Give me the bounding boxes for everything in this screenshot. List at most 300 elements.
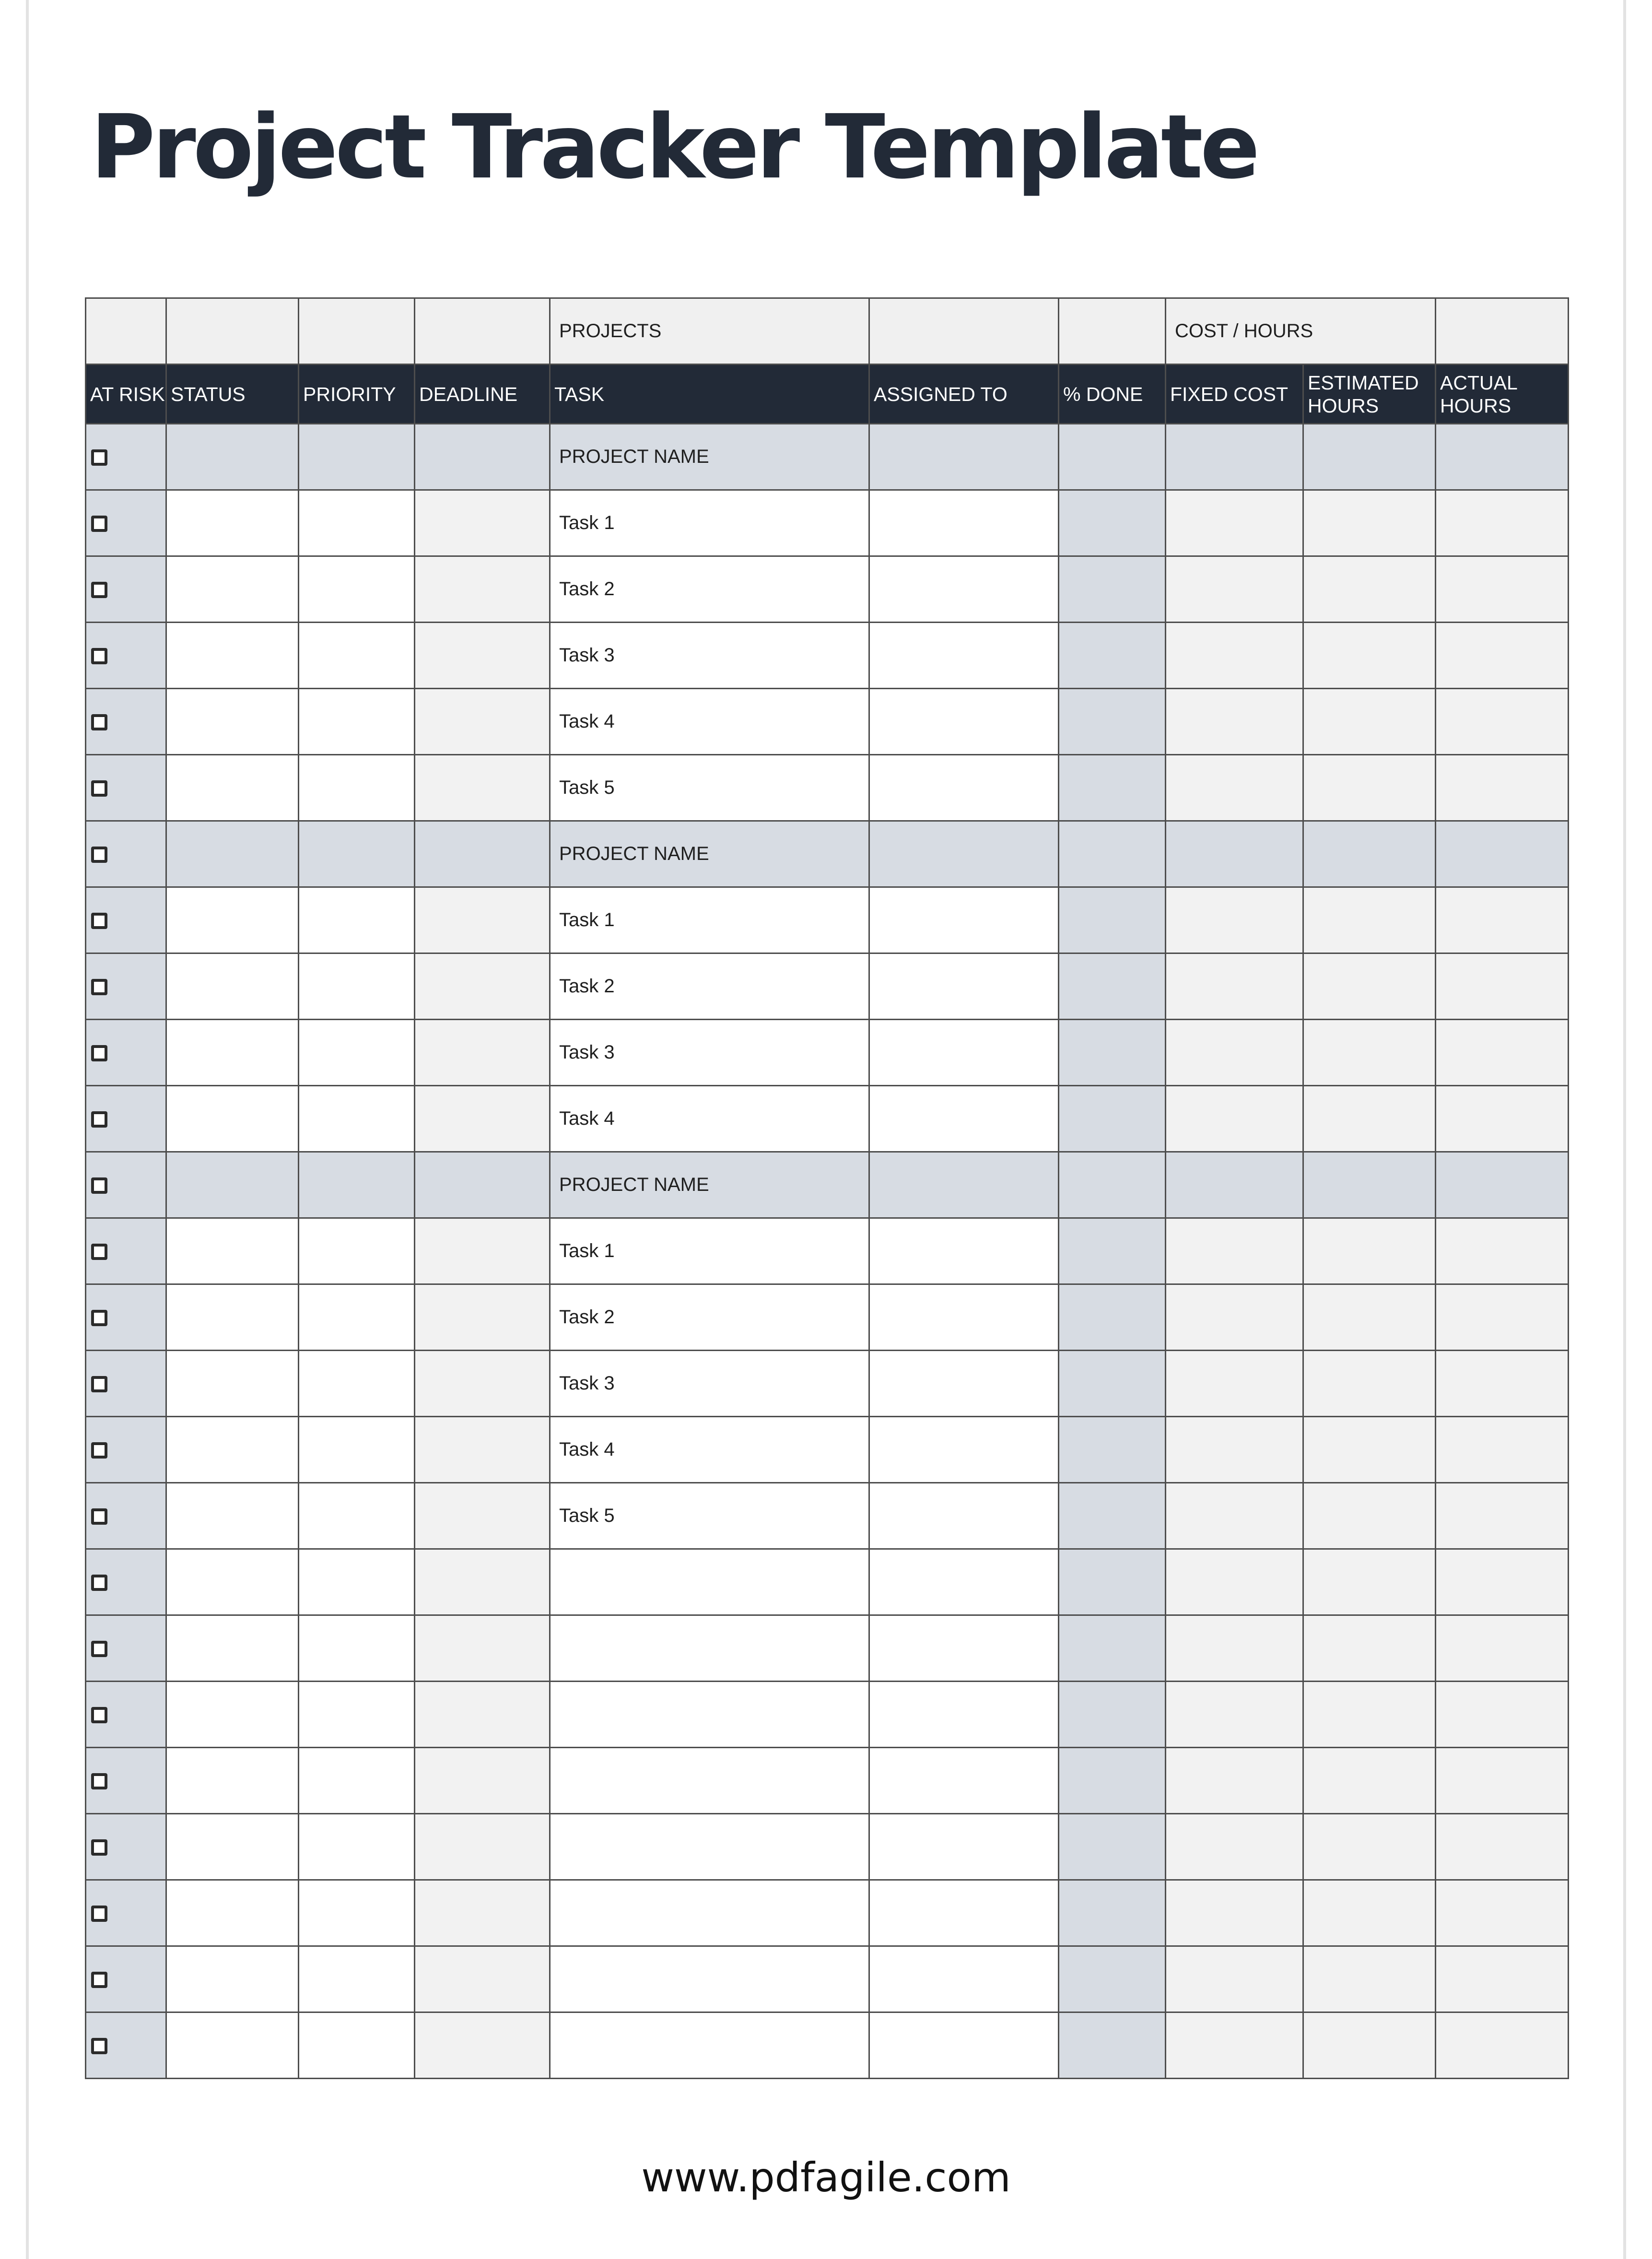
at-risk-cell: [86, 1549, 166, 1615]
at-risk-checkbox[interactable]: [91, 913, 107, 929]
status-cell[interactable]: [166, 755, 299, 821]
assigned-to-cell[interactable]: [869, 1483, 1059, 1549]
at-risk-cell: [86, 1351, 166, 1417]
priority-cell[interactable]: [299, 424, 415, 490]
status-cell[interactable]: [166, 1946, 299, 2012]
fixed-cost-cell[interactable]: [1166, 1152, 1303, 1218]
priority-cell[interactable]: [299, 689, 415, 755]
task-cell[interactable]: Task 2: [550, 556, 869, 623]
task-cell[interactable]: Task 1: [550, 490, 869, 556]
task-row: [86, 1284, 1569, 1351]
assigned-to-cell[interactable]: [869, 1086, 1059, 1152]
deadline-cell[interactable]: [415, 1814, 550, 1880]
actual-hours-cell[interactable]: [1436, 1615, 1569, 1682]
fixed-cost-cell[interactable]: [1166, 1351, 1303, 1417]
fixed-cost-cell[interactable]: [1166, 1218, 1303, 1284]
task-row: [86, 1417, 1569, 1483]
percent-done-cell[interactable]: [1059, 1417, 1166, 1483]
priority-cell[interactable]: [299, 1483, 415, 1549]
task-cell[interactable]: Task 3: [550, 623, 869, 689]
group-cell: [1059, 298, 1166, 365]
actual-hours-cell[interactable]: [1436, 887, 1569, 953]
actual-hours-cell[interactable]: [1436, 953, 1569, 1020]
task-cell[interactable]: Task 2: [550, 1284, 869, 1351]
task-cell[interactable]: Task 3: [550, 1351, 869, 1417]
task-cell[interactable]: PROJECT NAME: [550, 1152, 869, 1218]
at-risk-checkbox[interactable]: [91, 780, 107, 797]
task-row: [86, 1351, 1569, 1417]
priority-cell[interactable]: [299, 2012, 415, 2079]
status-cell[interactable]: [166, 1682, 299, 1748]
priority-cell[interactable]: [299, 1880, 415, 1946]
actual-hours-cell[interactable]: [1436, 556, 1569, 623]
at-risk-checkbox[interactable]: [91, 648, 107, 664]
estimated-hours-cell[interactable]: [1303, 1417, 1436, 1483]
actual-hours-cell[interactable]: [1436, 1417, 1569, 1483]
assigned-to-cell[interactable]: [869, 1218, 1059, 1284]
estimated-hours-cell[interactable]: [1303, 1946, 1436, 2012]
fixed-cost-cell[interactable]: [1166, 623, 1303, 689]
estimated-hours-cell[interactable]: [1303, 1682, 1436, 1748]
actual-hours-cell[interactable]: [1436, 1020, 1569, 1086]
percent-done-cell[interactable]: [1059, 1682, 1166, 1748]
priority-cell[interactable]: [299, 490, 415, 556]
actual-hours-cell[interactable]: [1436, 424, 1569, 490]
actual-hours-cell[interactable]: [1436, 755, 1569, 821]
task-cell[interactable]: PROJECT NAME: [550, 424, 869, 490]
deadline-cell[interactable]: [415, 689, 550, 755]
priority-cell[interactable]: [299, 1748, 415, 1814]
deadline-cell[interactable]: [415, 1682, 550, 1748]
task-row: [86, 1880, 1569, 1946]
deadline-cell[interactable]: [415, 490, 550, 556]
task-row: [86, 1218, 1569, 1284]
header-task: TASK: [550, 365, 869, 424]
task-cell[interactable]: [550, 1549, 869, 1615]
estimated-hours-cell[interactable]: [1303, 1748, 1436, 1814]
status-cell[interactable]: [166, 1351, 299, 1417]
header-percent-done: % DONE: [1059, 365, 1166, 424]
at-risk-checkbox[interactable]: [91, 714, 107, 730]
header-deadline: DEADLINE: [415, 365, 550, 424]
actual-hours-cell[interactable]: [1436, 2012, 1569, 2079]
task-cell[interactable]: Task 2: [550, 953, 869, 1020]
actual-hours-cell[interactable]: [1436, 689, 1569, 755]
task-cell[interactable]: Task 4: [550, 1086, 869, 1152]
deadline-cell[interactable]: [415, 821, 550, 887]
actual-hours-cell[interactable]: [1436, 1483, 1569, 1549]
task-cell[interactable]: Task 4: [550, 1417, 869, 1483]
status-cell[interactable]: [166, 1549, 299, 1615]
status-cell[interactable]: [166, 689, 299, 755]
fixed-cost-cell[interactable]: [1166, 1682, 1303, 1748]
task-cell[interactable]: Task 1: [550, 1218, 869, 1284]
priority-cell[interactable]: [299, 1615, 415, 1682]
assigned-to-cell[interactable]: [869, 2012, 1059, 2079]
status-cell[interactable]: [166, 2012, 299, 2079]
actual-hours-cell[interactable]: [1436, 1748, 1569, 1814]
fixed-cost-cell[interactable]: [1166, 689, 1303, 755]
status-cell[interactable]: [166, 1615, 299, 1682]
deadline-cell[interactable]: [415, 1946, 550, 2012]
estimated-hours-cell[interactable]: [1303, 1086, 1436, 1152]
actual-hours-cell[interactable]: [1436, 1284, 1569, 1351]
estimated-hours-cell[interactable]: [1303, 821, 1436, 887]
estimated-hours-cell[interactable]: [1303, 689, 1436, 755]
deadline-cell[interactable]: [415, 1748, 550, 1814]
at-risk-checkbox[interactable]: [91, 1906, 107, 1922]
fixed-cost-cell[interactable]: [1166, 953, 1303, 1020]
percent-done-cell[interactable]: [1059, 1218, 1166, 1284]
fixed-cost-cell[interactable]: [1166, 887, 1303, 953]
percent-done-cell[interactable]: [1059, 1946, 1166, 2012]
deadline-cell[interactable]: [415, 623, 550, 689]
assigned-to-cell[interactable]: [869, 1814, 1059, 1880]
percent-done-cell[interactable]: [1059, 953, 1166, 1020]
at-risk-cell: [86, 623, 166, 689]
assigned-to-cell[interactable]: [869, 1284, 1059, 1351]
page-edge-left: [26, 0, 29, 2259]
priority-cell[interactable]: [299, 556, 415, 623]
estimated-hours-cell[interactable]: [1303, 1351, 1436, 1417]
task-row: [86, 689, 1569, 755]
at-risk-checkbox[interactable]: [91, 1045, 107, 1061]
assigned-to-cell[interactable]: [869, 1748, 1059, 1814]
actual-hours-cell[interactable]: [1436, 490, 1569, 556]
fixed-cost-cell[interactable]: [1166, 1417, 1303, 1483]
assigned-to-cell[interactable]: [869, 821, 1059, 887]
status-cell[interactable]: [166, 1020, 299, 1086]
percent-done-cell[interactable]: [1059, 1549, 1166, 1615]
fixed-cost-cell[interactable]: [1166, 1615, 1303, 1682]
priority-cell[interactable]: [299, 623, 415, 689]
actual-hours-cell[interactable]: [1436, 1218, 1569, 1284]
priority-cell[interactable]: [299, 1152, 415, 1218]
estimated-hours-cell[interactable]: [1303, 1549, 1436, 1615]
task-row: [86, 1814, 1569, 1880]
status-cell[interactable]: [166, 1417, 299, 1483]
at-risk-checkbox[interactable]: [91, 1310, 107, 1326]
assigned-to-cell[interactable]: [869, 1615, 1059, 1682]
task-row: [86, 1748, 1569, 1814]
header-estimated-hours: ESTIMATED HOURS: [1303, 365, 1436, 424]
group-cell: [86, 298, 166, 365]
at-risk-checkbox[interactable]: [91, 1244, 107, 1260]
assigned-to-cell[interactable]: [869, 755, 1059, 821]
priority-cell[interactable]: [299, 1814, 415, 1880]
estimated-hours-cell[interactable]: [1303, 953, 1436, 1020]
deadline-cell[interactable]: [415, 1549, 550, 1615]
status-cell[interactable]: [166, 1086, 299, 1152]
percent-done-cell[interactable]: [1059, 1615, 1166, 1682]
percent-done-cell[interactable]: [1059, 1483, 1166, 1549]
header-fixed-cost: FIXED COST: [1166, 365, 1303, 424]
project-row: [86, 424, 1569, 490]
task-cell[interactable]: [550, 1880, 869, 1946]
task-cell[interactable]: [550, 1748, 869, 1814]
estimated-hours-cell[interactable]: [1303, 1152, 1436, 1218]
status-cell[interactable]: [166, 953, 299, 1020]
deadline-cell[interactable]: [415, 424, 550, 490]
fixed-cost-cell[interactable]: [1166, 490, 1303, 556]
percent-done-cell[interactable]: [1059, 490, 1166, 556]
percent-done-cell[interactable]: [1059, 1020, 1166, 1086]
at-risk-checkbox[interactable]: [91, 1376, 107, 1392]
task-cell[interactable]: [550, 1946, 869, 2012]
estimated-hours-cell[interactable]: [1303, 2012, 1436, 2079]
task-row: [86, 556, 1569, 623]
status-cell[interactable]: [166, 821, 299, 887]
estimated-hours-cell[interactable]: [1303, 1615, 1436, 1682]
at-risk-checkbox[interactable]: [91, 1641, 107, 1657]
status-cell[interactable]: [166, 1814, 299, 1880]
assigned-to-cell[interactable]: [869, 1152, 1059, 1218]
percent-done-cell[interactable]: [1059, 424, 1166, 490]
assigned-to-cell[interactable]: [869, 623, 1059, 689]
task-cell[interactable]: Task 3: [550, 1020, 869, 1086]
at-risk-cell: [86, 1218, 166, 1284]
deadline-cell[interactable]: [415, 1086, 550, 1152]
task-row: [86, 1549, 1569, 1615]
at-risk-checkbox[interactable]: [91, 1773, 107, 1789]
deadline-cell[interactable]: [415, 556, 550, 623]
assigned-to-cell[interactable]: [869, 1351, 1059, 1417]
fixed-cost-cell[interactable]: [1166, 1483, 1303, 1549]
at-risk-checkbox[interactable]: [91, 1839, 107, 1856]
status-cell[interactable]: [166, 424, 299, 490]
deadline-cell[interactable]: [415, 953, 550, 1020]
at-risk-checkbox[interactable]: [91, 1508, 107, 1525]
estimated-hours-cell[interactable]: [1303, 1218, 1436, 1284]
actual-hours-cell[interactable]: [1436, 1351, 1569, 1417]
percent-done-cell[interactable]: [1059, 623, 1166, 689]
status-cell[interactable]: [166, 556, 299, 623]
task-cell[interactable]: [550, 1615, 869, 1682]
at-risk-checkbox[interactable]: [91, 1111, 107, 1128]
status-cell[interactable]: [166, 1284, 299, 1351]
actual-hours-cell[interactable]: [1436, 1152, 1569, 1218]
fixed-cost-cell[interactable]: [1166, 424, 1303, 490]
fixed-cost-cell[interactable]: [1166, 1814, 1303, 1880]
priority-cell[interactable]: [299, 953, 415, 1020]
actual-hours-cell[interactable]: [1436, 1814, 1569, 1880]
at-risk-cell: [86, 755, 166, 821]
at-risk-cell: [86, 1020, 166, 1086]
percent-done-cell[interactable]: [1059, 1284, 1166, 1351]
priority-cell[interactable]: [299, 755, 415, 821]
at-risk-checkbox[interactable]: [91, 847, 107, 863]
task-row: [86, 1020, 1569, 1086]
task-row: [86, 1615, 1569, 1682]
at-risk-cell: [86, 1946, 166, 2012]
deadline-cell[interactable]: [415, 1880, 550, 1946]
estimated-hours-cell[interactable]: [1303, 556, 1436, 623]
assigned-to-cell[interactable]: [869, 1682, 1059, 1748]
status-cell[interactable]: [166, 1748, 299, 1814]
at-risk-cell: [86, 1748, 166, 1814]
estimated-hours-cell[interactable]: [1303, 1284, 1436, 1351]
at-risk-checkbox[interactable]: [91, 2038, 107, 2054]
fixed-cost-cell[interactable]: [1166, 1549, 1303, 1615]
priority-cell[interactable]: [299, 1946, 415, 2012]
assigned-to-cell[interactable]: [869, 953, 1059, 1020]
deadline-cell[interactable]: [415, 1020, 550, 1086]
group-cell: [869, 298, 1059, 365]
assigned-to-cell[interactable]: [869, 424, 1059, 490]
status-cell[interactable]: [166, 1152, 299, 1218]
at-risk-checkbox[interactable]: [91, 1575, 107, 1591]
priority-cell[interactable]: [299, 1351, 415, 1417]
deadline-cell[interactable]: [415, 755, 550, 821]
at-risk-checkbox[interactable]: [91, 449, 107, 466]
percent-done-cell[interactable]: [1059, 1814, 1166, 1880]
actual-hours-cell[interactable]: [1436, 1549, 1569, 1615]
assigned-to-cell[interactable]: [869, 1946, 1059, 2012]
percent-done-cell[interactable]: [1059, 1748, 1166, 1814]
status-cell[interactable]: [166, 490, 299, 556]
at-risk-checkbox[interactable]: [91, 1707, 107, 1723]
at-risk-checkbox[interactable]: [91, 1972, 107, 1988]
priority-cell[interactable]: [299, 887, 415, 953]
column-header-row: [86, 365, 1569, 424]
task-row: [86, 490, 1569, 556]
assigned-to-cell[interactable]: [869, 556, 1059, 623]
task-cell[interactable]: Task 5: [550, 1483, 869, 1549]
at-risk-cell: [86, 2012, 166, 2079]
priority-cell[interactable]: [299, 1218, 415, 1284]
at-risk-cell: [86, 556, 166, 623]
status-cell[interactable]: [166, 1483, 299, 1549]
deadline-cell[interactable]: [415, 1152, 550, 1218]
estimated-hours-cell[interactable]: [1303, 623, 1436, 689]
percent-done-cell[interactable]: [1059, 755, 1166, 821]
task-row: [86, 2012, 1569, 2079]
priority-cell[interactable]: [299, 1020, 415, 1086]
estimated-hours-cell[interactable]: [1303, 1483, 1436, 1549]
actual-hours-cell[interactable]: [1436, 1086, 1569, 1152]
at-risk-checkbox[interactable]: [91, 516, 107, 532]
actual-hours-cell[interactable]: [1436, 821, 1569, 887]
estimated-hours-cell[interactable]: [1303, 755, 1436, 821]
actual-hours-cell[interactable]: [1436, 1880, 1569, 1946]
deadline-cell[interactable]: [415, 1417, 550, 1483]
status-cell[interactable]: [166, 1880, 299, 1946]
at-risk-checkbox[interactable]: [91, 1442, 107, 1459]
header-actual-hours: ACTUAL HOURS: [1436, 365, 1569, 424]
deadline-cell[interactable]: [415, 1218, 550, 1284]
percent-done-cell[interactable]: [1059, 821, 1166, 887]
at-risk-cell: [86, 1152, 166, 1218]
actual-hours-cell[interactable]: [1436, 1946, 1569, 2012]
fixed-cost-cell[interactable]: [1166, 1748, 1303, 1814]
estimated-hours-cell[interactable]: [1303, 490, 1436, 556]
task-row: [86, 1086, 1569, 1152]
page-edge-right: [1623, 0, 1626, 2259]
estimated-hours-cell[interactable]: [1303, 1814, 1436, 1880]
at-risk-cell: [86, 1417, 166, 1483]
priority-cell[interactable]: [299, 1086, 415, 1152]
group-cell: [299, 298, 415, 365]
at-risk-checkbox[interactable]: [91, 1177, 107, 1194]
percent-done-cell[interactable]: [1059, 1086, 1166, 1152]
fixed-cost-cell[interactable]: [1166, 821, 1303, 887]
status-cell[interactable]: [166, 623, 299, 689]
priority-cell[interactable]: [299, 1549, 415, 1615]
status-cell[interactable]: [166, 1218, 299, 1284]
fixed-cost-cell[interactable]: [1166, 1020, 1303, 1086]
group-cell: [166, 298, 299, 365]
group-label-cost-hours: COST / HOURS: [1166, 298, 1436, 365]
estimated-hours-cell[interactable]: [1303, 1880, 1436, 1946]
task-cell[interactable]: Task 1: [550, 887, 869, 953]
task-cell[interactable]: Task 4: [550, 689, 869, 755]
status-cell[interactable]: [166, 887, 299, 953]
task-cell[interactable]: PROJECT NAME: [550, 821, 869, 887]
task-cell[interactable]: Task 5: [550, 755, 869, 821]
assigned-to-cell[interactable]: [869, 1417, 1059, 1483]
header-status: STATUS: [166, 365, 299, 424]
fixed-cost-cell[interactable]: [1166, 1086, 1303, 1152]
deadline-cell[interactable]: [415, 1483, 550, 1549]
estimated-hours-cell[interactable]: [1303, 424, 1436, 490]
estimated-hours-cell[interactable]: [1303, 1020, 1436, 1086]
percent-done-cell[interactable]: [1059, 887, 1166, 953]
assigned-to-cell[interactable]: [869, 490, 1059, 556]
percent-done-cell[interactable]: [1059, 1351, 1166, 1417]
assigned-to-cell[interactable]: [869, 689, 1059, 755]
fixed-cost-cell[interactable]: [1166, 755, 1303, 821]
task-row: [86, 887, 1569, 953]
deadline-cell[interactable]: [415, 887, 550, 953]
at-risk-checkbox[interactable]: [91, 582, 107, 598]
page-title: Project Tracker Template: [91, 96, 1257, 199]
deadline-cell[interactable]: [415, 1351, 550, 1417]
task-cell[interactable]: [550, 2012, 869, 2079]
assigned-to-cell[interactable]: [869, 1020, 1059, 1086]
actual-hours-cell[interactable]: [1436, 1682, 1569, 1748]
fixed-cost-cell[interactable]: [1166, 556, 1303, 623]
percent-done-cell[interactable]: [1059, 556, 1166, 623]
fixed-cost-cell[interactable]: [1166, 1946, 1303, 2012]
assigned-to-cell[interactable]: [869, 1880, 1059, 1946]
priority-cell[interactable]: [299, 1682, 415, 1748]
percent-done-cell[interactable]: [1059, 1152, 1166, 1218]
actual-hours-cell[interactable]: [1436, 623, 1569, 689]
priority-cell[interactable]: [299, 1417, 415, 1483]
deadline-cell[interactable]: [415, 1615, 550, 1682]
priority-cell[interactable]: [299, 821, 415, 887]
priority-cell[interactable]: [299, 1284, 415, 1351]
task-cell[interactable]: [550, 1814, 869, 1880]
at-risk-cell: [86, 1682, 166, 1748]
at-risk-cell: [86, 1880, 166, 1946]
assigned-to-cell[interactable]: [869, 1549, 1059, 1615]
task-cell[interactable]: [550, 1682, 869, 1748]
percent-done-cell[interactable]: [1059, 1880, 1166, 1946]
percent-done-cell[interactable]: [1059, 2012, 1166, 2079]
at-risk-cell: [86, 490, 166, 556]
at-risk-cell: [86, 689, 166, 755]
fixed-cost-cell[interactable]: [1166, 1284, 1303, 1351]
assigned-to-cell[interactable]: [869, 887, 1059, 953]
percent-done-cell[interactable]: [1059, 689, 1166, 755]
estimated-hours-cell[interactable]: [1303, 887, 1436, 953]
fixed-cost-cell[interactable]: [1166, 1880, 1303, 1946]
deadline-cell[interactable]: [415, 1284, 550, 1351]
deadline-cell[interactable]: [415, 2012, 550, 2079]
fixed-cost-cell[interactable]: [1166, 2012, 1303, 2079]
at-risk-checkbox[interactable]: [91, 979, 107, 995]
